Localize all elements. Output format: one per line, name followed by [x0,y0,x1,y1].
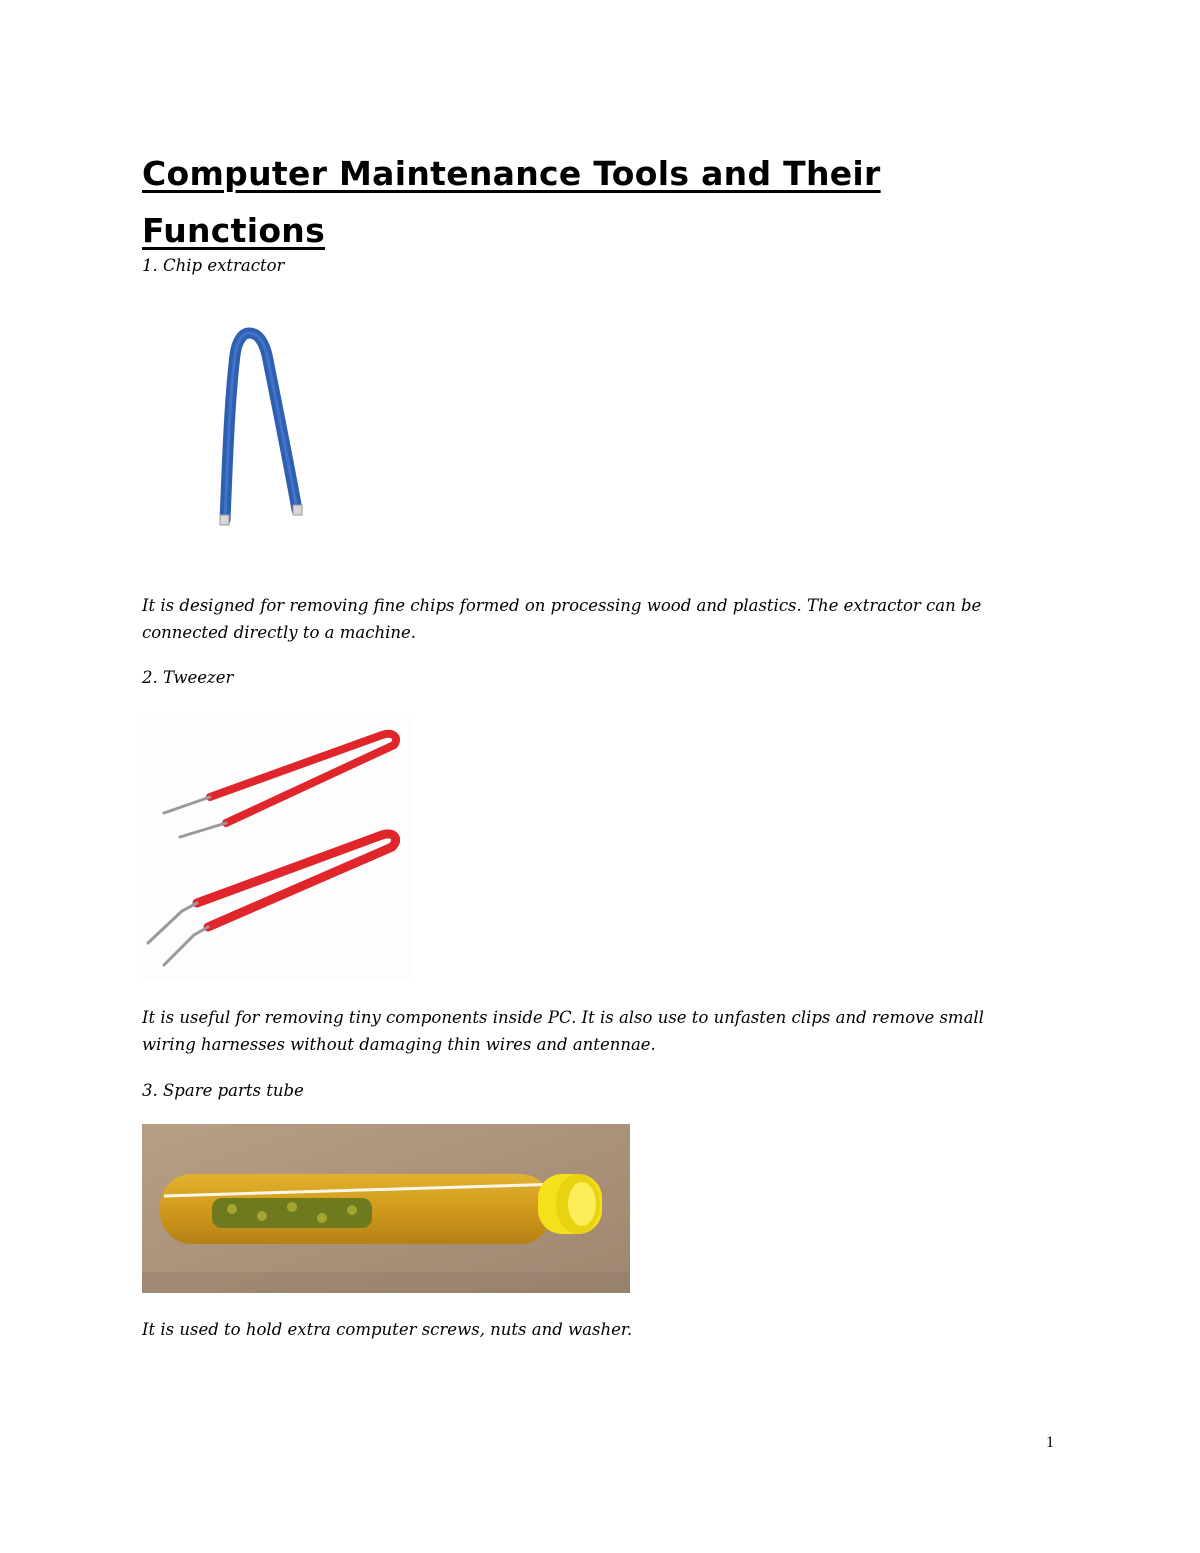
section-heading-chip-extractor: 1. Chip extractor [142,256,285,275]
spare-parts-tube-image [142,1124,630,1293]
section-description-spare-parts-tube: It is used to hold extra computer screws, nuts and washer. [142,1320,633,1339]
tweezer-image [142,715,412,980]
section-description-tweezer: It is useful for removing tiny components inside PC. It is also use to unfasten clips and remove small wiring harnesses without damaging thin wires and antennae. [142,1008,984,1054]
section-description-chip-extractor: It is designed for removing fine chips formed on processing wood and plastics. The extractor can be connected directly to a machine. [142,596,982,642]
page-title: Computer Maintenance Tools and Their Functions [142,154,881,250]
section-heading-tweezer: 2. Tweezer [142,668,234,687]
chip-extractor-image [205,325,320,535]
chip-extractor-icon [205,325,320,535]
spare-parts-tube-icon [142,1124,630,1293]
tweezer-icon [142,715,412,980]
section-heading-spare-parts-tube: 3. Spare parts tube [142,1081,304,1100]
page-number: 1 [1046,1434,1054,1451]
